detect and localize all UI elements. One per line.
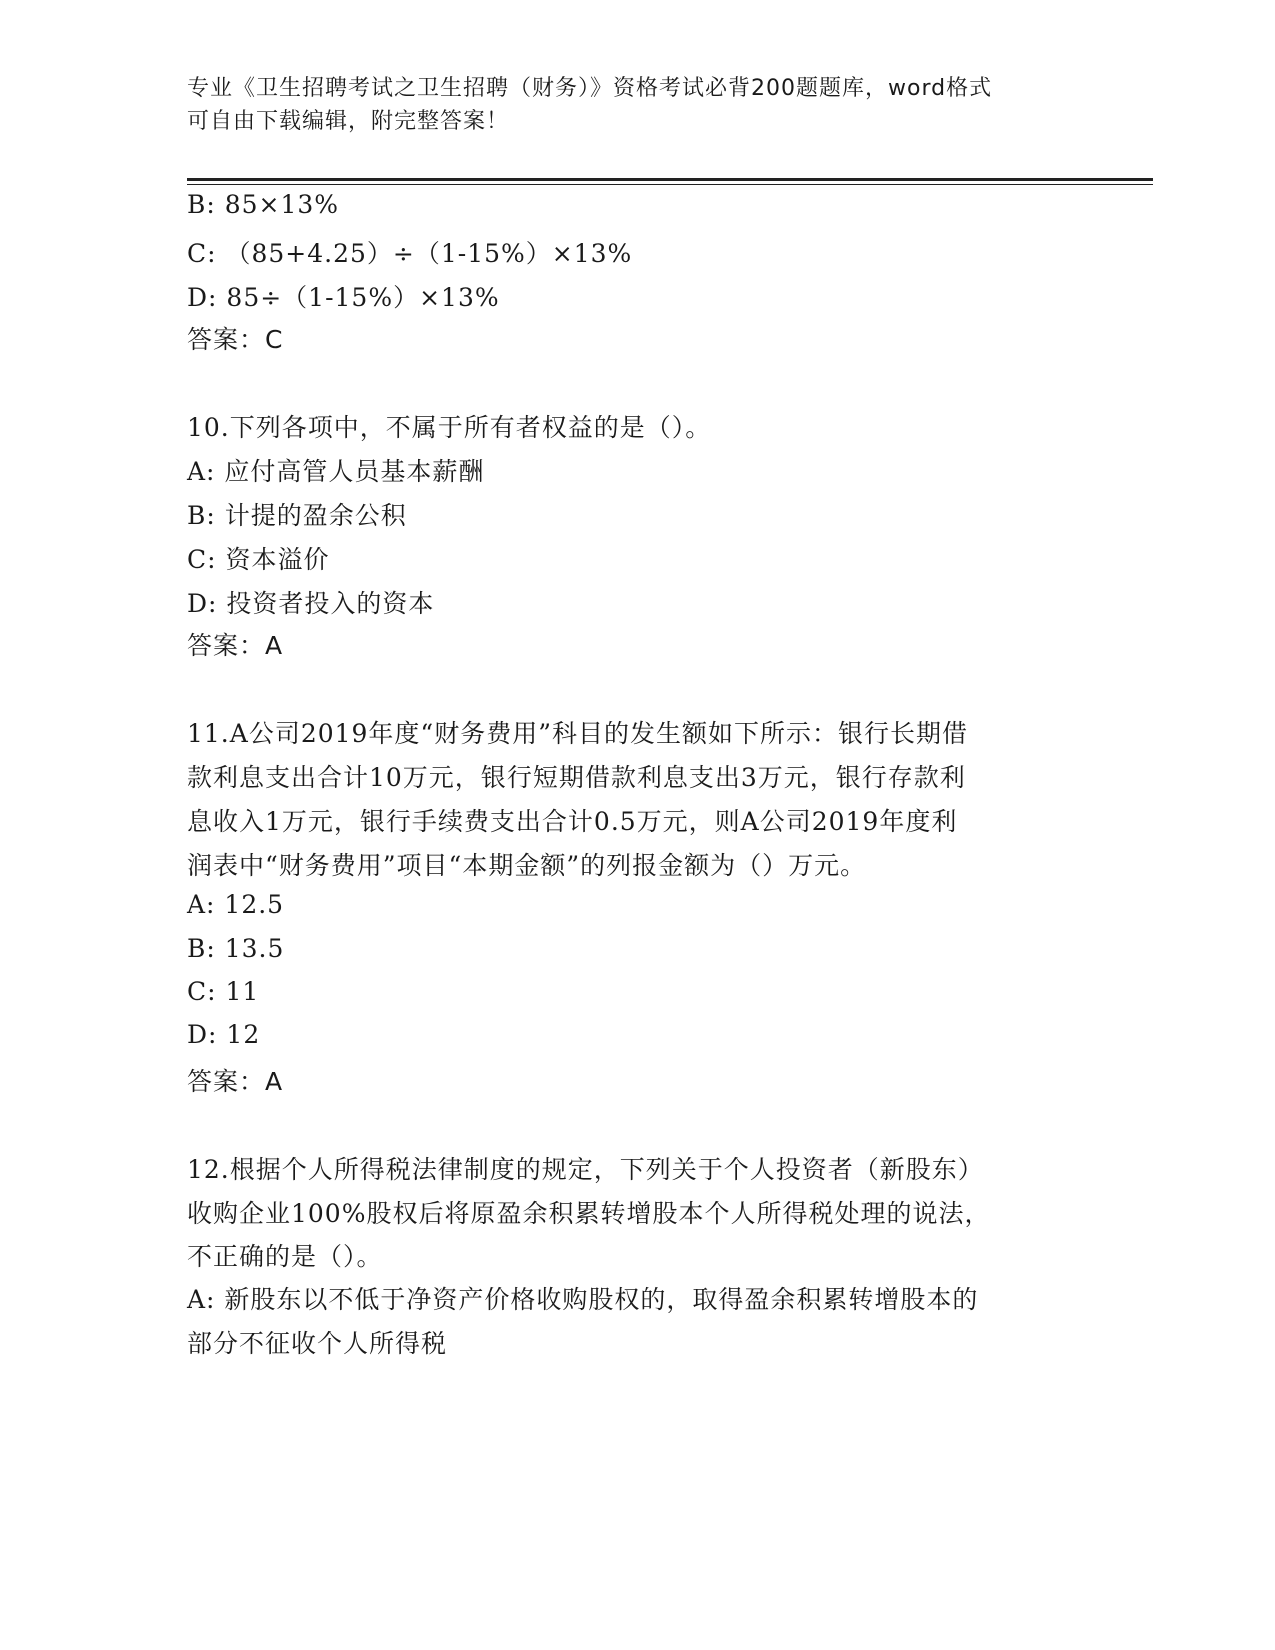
q10-option-a: A: 应付高管人员基本薪酬	[187, 457, 485, 486]
q11-option-d: D: 12	[187, 1020, 261, 1049]
q11-option-b: B: 13.5	[187, 934, 285, 963]
q11-option-a: A: 12.5	[187, 890, 285, 919]
header-rule-thin	[187, 184, 1153, 185]
q9-option-b: B: 85×13%	[187, 190, 340, 219]
q12-option-a-line-2: 部分不征收个人所得税	[187, 1329, 448, 1358]
q9-option-c: C: （85+4.25）÷（1-15%）×13%	[187, 239, 633, 268]
q10-option-c: C: 资本溢价	[187, 545, 330, 574]
q11-option-c: C: 11	[187, 977, 260, 1006]
q10-question: 10.下列各项中，不属于所有者权益的是（）。	[187, 413, 712, 442]
q11-answer: 答案：A	[187, 1067, 284, 1096]
q12-question-line-1: 12.根据个人所得税法律制度的规定，下列关于个人投资者（新股东）	[187, 1155, 984, 1184]
q10-answer: 答案：A	[187, 631, 284, 660]
q11-question-line-3: 息收入1万元，银行手续费支出合计0.5万元，则A公司2019年度利	[187, 807, 958, 836]
q11-question-line-2: 款利息支出合计10万元，银行短期借款利息支出3万元，银行存款利	[187, 763, 966, 792]
q12-question-line-3: 不正确的是（）。	[187, 1242, 383, 1271]
header-rule-thick	[187, 178, 1153, 181]
header-line-1: 专业《卫生招聘考试之卫生招聘（财务）》资格考试必背200题题库，word格式	[187, 76, 993, 101]
q11-question-line-1: 11.A公司2019年度“财务费用”科目的发生额如下所示：银行长期借	[187, 719, 968, 748]
q12-option-a-line-1: A: 新股东以不低于净资产价格收购股权的，取得盈余积累转增股本的	[187, 1285, 979, 1314]
document-header	[187, 72, 1067, 138]
header-line-2: 可自由下载编辑，附完整答案！	[187, 109, 510, 134]
q10-option-b: B: 计提的盈余公积	[187, 501, 407, 530]
q11-question-line-4: 润表中“财务费用”项目“本期金额”的列报金额为（）万元。	[187, 851, 867, 880]
q12-question-line-2: 收购企业100%股权后将原盈余积累转增股本个人所得税处理的说法，	[187, 1199, 991, 1228]
q9-option-d: D: 85÷（1-15%）×13%	[187, 283, 500, 312]
q10-option-d: D: 投资者投入的资本	[187, 589, 435, 618]
q9-answer: 答案：C	[187, 325, 284, 354]
